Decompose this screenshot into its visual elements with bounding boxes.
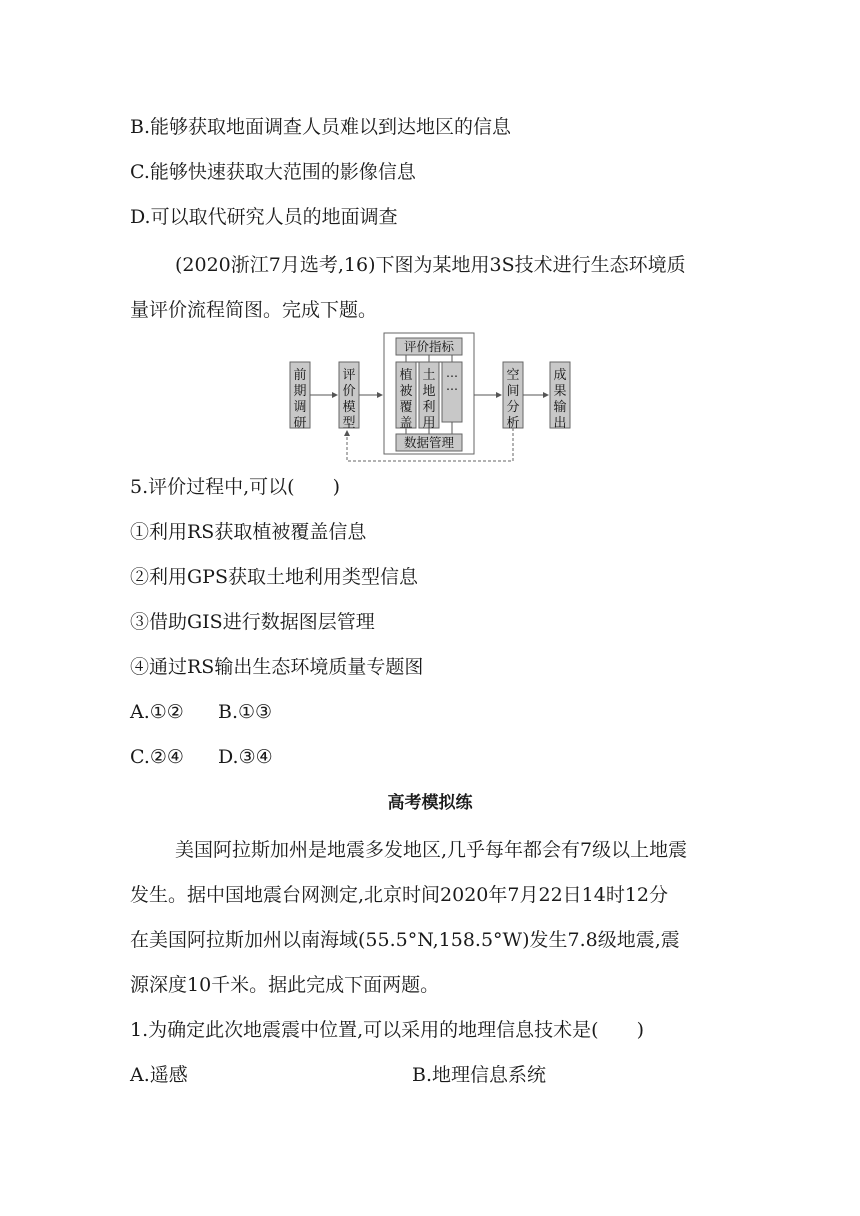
box-preliminary-survey [290, 362, 310, 431]
box4-char: 分 [506, 400, 520, 415]
evaluation-indicator-group [384, 333, 474, 454]
data-management-label: 数据管理 [403, 435, 455, 450]
question-intro-line1: (2020浙江7月选考,16)下图为某地用3S技术进行生态环境质 [175, 254, 686, 276]
box4-char: 间 [506, 384, 520, 399]
col2-char: 用 [422, 416, 436, 431]
box4-char: 析 [506, 416, 520, 431]
box-spatial-analysis [503, 362, 523, 431]
box4-char: 空 [506, 368, 520, 383]
question-intro-line2: 量评价流程简图。完成下题。 [130, 299, 378, 321]
box2-char: 价 [342, 384, 356, 399]
col2-char: 利 [422, 400, 436, 415]
box1-char: 前 [293, 368, 307, 383]
indicator-title: 评价指标 [403, 339, 455, 354]
col3-dots: … [446, 366, 458, 380]
box2-char: 模 [342, 400, 356, 415]
col1-char: 盖 [399, 416, 413, 431]
passage-line-2: 发生。据中国地震台网测定,北京时间2020年7月22日14时12分 [130, 884, 669, 906]
box5-char: 成 [553, 368, 567, 383]
box2-char: 评 [342, 368, 356, 383]
box-evaluation-model [339, 362, 359, 431]
box5-char: 果 [553, 384, 567, 399]
col2-char: 地 [422, 384, 436, 399]
box1-char: 期 [293, 384, 307, 399]
box1-char: 调 [293, 400, 307, 415]
option-c-text: C.能够快速获取大范围的影像信息 [130, 161, 416, 183]
box5-char: 输 [553, 400, 567, 415]
statement-2: ②利用GPS获取土地利用类型信息 [130, 566, 418, 588]
passage-line-4: 源深度10千米。据此完成下面两题。 [130, 974, 440, 996]
statement-1: ①利用RS获取植被覆盖信息 [130, 521, 367, 543]
col1-char: 覆 [399, 400, 413, 415]
box2-char: 型 [342, 416, 356, 431]
passage-line-3: 在美国阿拉斯加州以南海域(55.5°N,158.5°W)发生7.8级地震,震 [130, 929, 680, 951]
col1-char: 被 [399, 384, 413, 399]
box1-char: 研 [293, 416, 307, 431]
option-b-text: B.能够获取地面调查人员难以到达地区的信息 [130, 116, 512, 138]
statement-3: ③借助GIS进行数据图层管理 [130, 611, 375, 633]
q1-choice-a: A.遥感 [130, 1064, 188, 1086]
section-title: 高考模拟练 [387, 793, 473, 813]
choice-a: A.①② [130, 701, 184, 723]
choice-c: C.②④ [130, 746, 184, 768]
choice-d: D.③④ [218, 746, 273, 768]
question-5-stem: 5.评价过程中,可以( ) [130, 476, 340, 498]
statement-4: ④通过RS输出生态环境质量专题图 [130, 656, 424, 678]
option-d-text: D.可以取代研究人员的地面调查 [130, 206, 398, 228]
q1-choice-b: B.地理信息系统 [412, 1064, 547, 1086]
question-1-stem: 1.为确定此次地震震中位置,可以采用的地理信息技术是( ) [130, 1019, 644, 1041]
passage-line-1: 美国阿拉斯加州是地震多发地区,几乎每年都会有7级以上地震 [175, 839, 688, 861]
flowchart-diagram [288, 332, 578, 467]
col1-char: 植 [399, 368, 413, 383]
choice-b: B.①③ [218, 701, 273, 723]
col2-char: 土 [422, 368, 436, 383]
box5-char: 出 [553, 416, 567, 431]
col3-dots: … [446, 379, 458, 393]
box-result-output [550, 362, 570, 431]
